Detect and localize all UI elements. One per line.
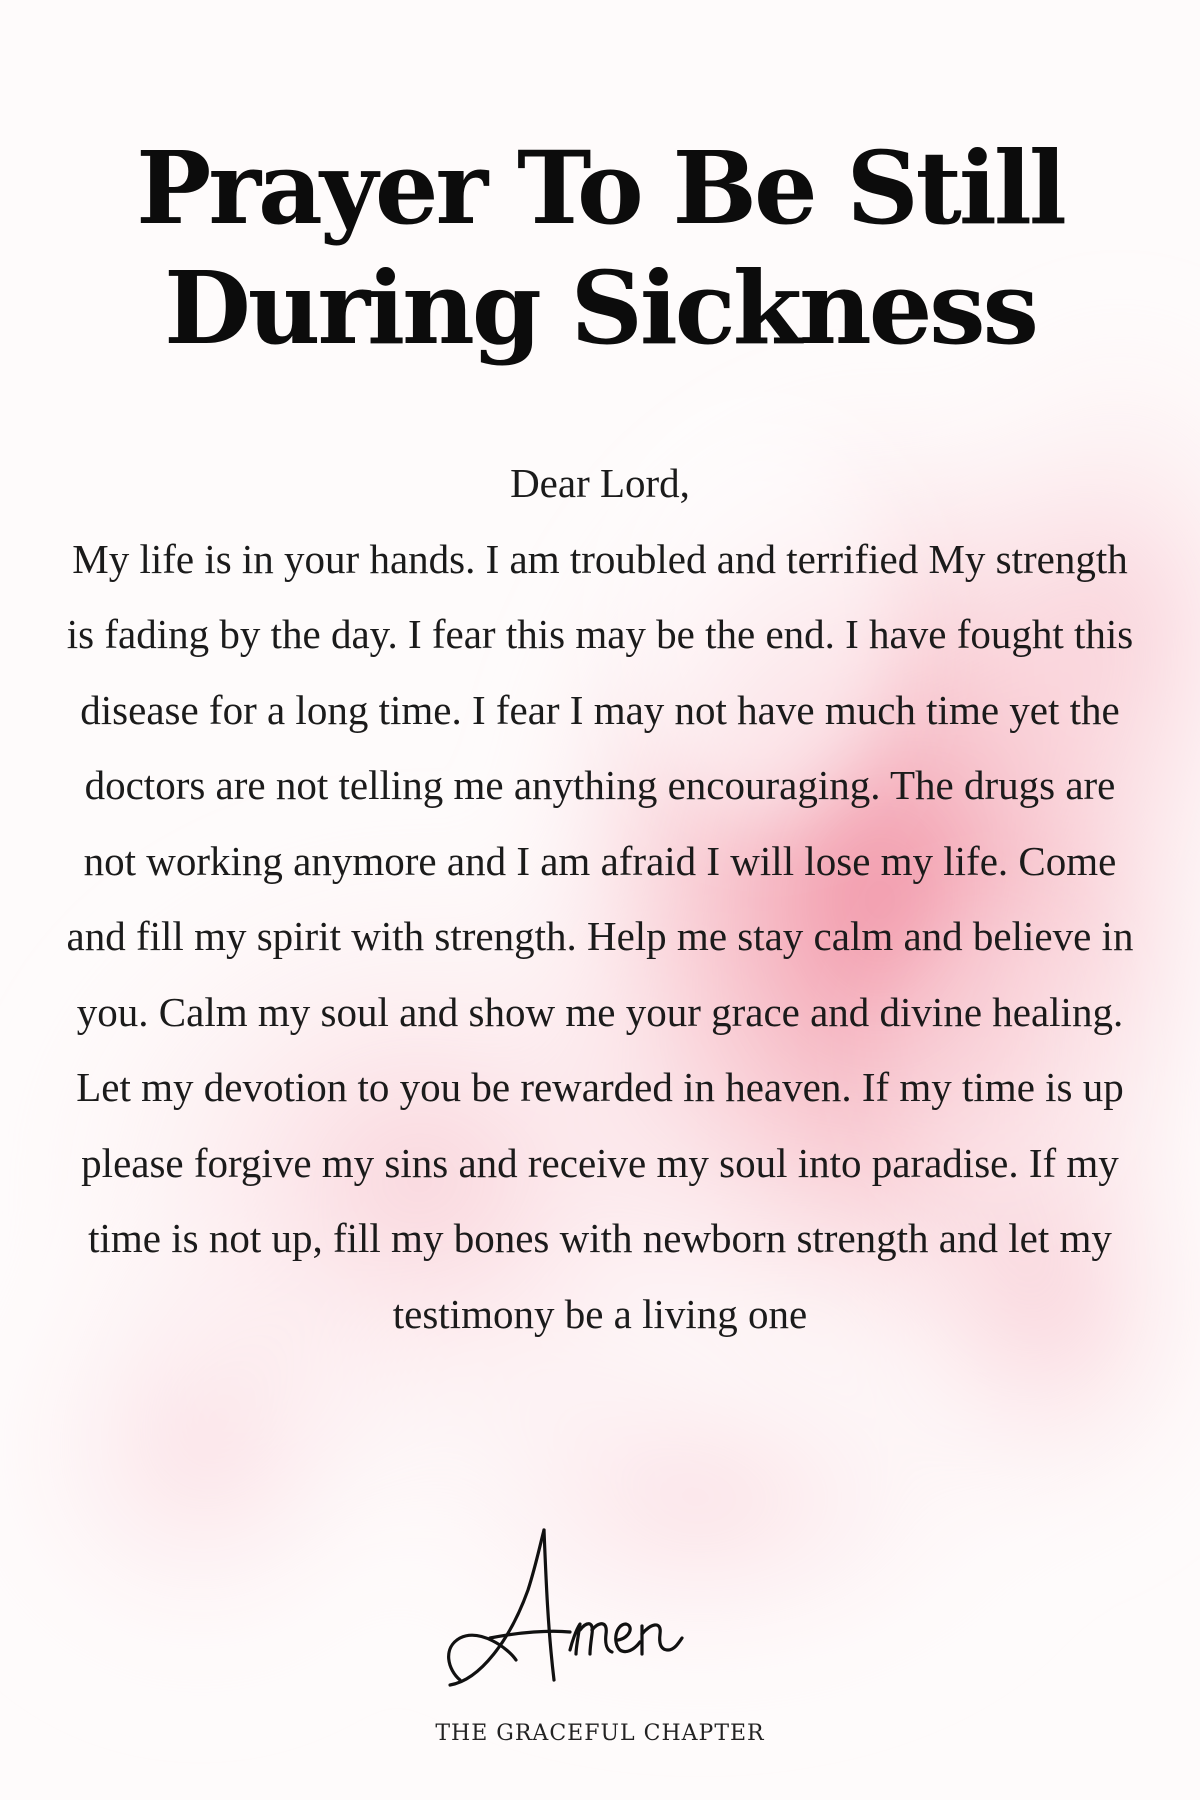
prayer-body: My life is in your hands. I am troubled and terrified My strength is fading by the day. I fear this may be the end. I have fought this disease for a long time. I fear I may not have much time yet the doctors are not telling me anything encouraging. The drugs are not working anymore and I am afraid I will lose my life. Come and fill my spirit with strength. Help me stay calm and believe in you. Calm my soul and show me your grace and divine healing. Let my devotion to you be rewarded in heaven. If my time is up please forgive my sins and receive my soul into paradise. If my time is not up, fill my bones with newborn strength and let my testimony be a living one bbox=[66, 535, 1134, 1337]
brand-name: THE GRACEFUL CHAPTER bbox=[435, 1721, 765, 1746]
title-line-2: During Sickness bbox=[164, 249, 1036, 367]
title-line-1: Prayer To Be Still bbox=[136, 129, 1064, 247]
prayer-text bbox=[60, 446, 1140, 1352]
page-title bbox=[0, 128, 1200, 368]
signature-script-icon bbox=[420, 1520, 780, 1700]
prayer-greeting: Dear Lord, bbox=[510, 460, 690, 506]
amen-signature bbox=[420, 1520, 780, 1700]
